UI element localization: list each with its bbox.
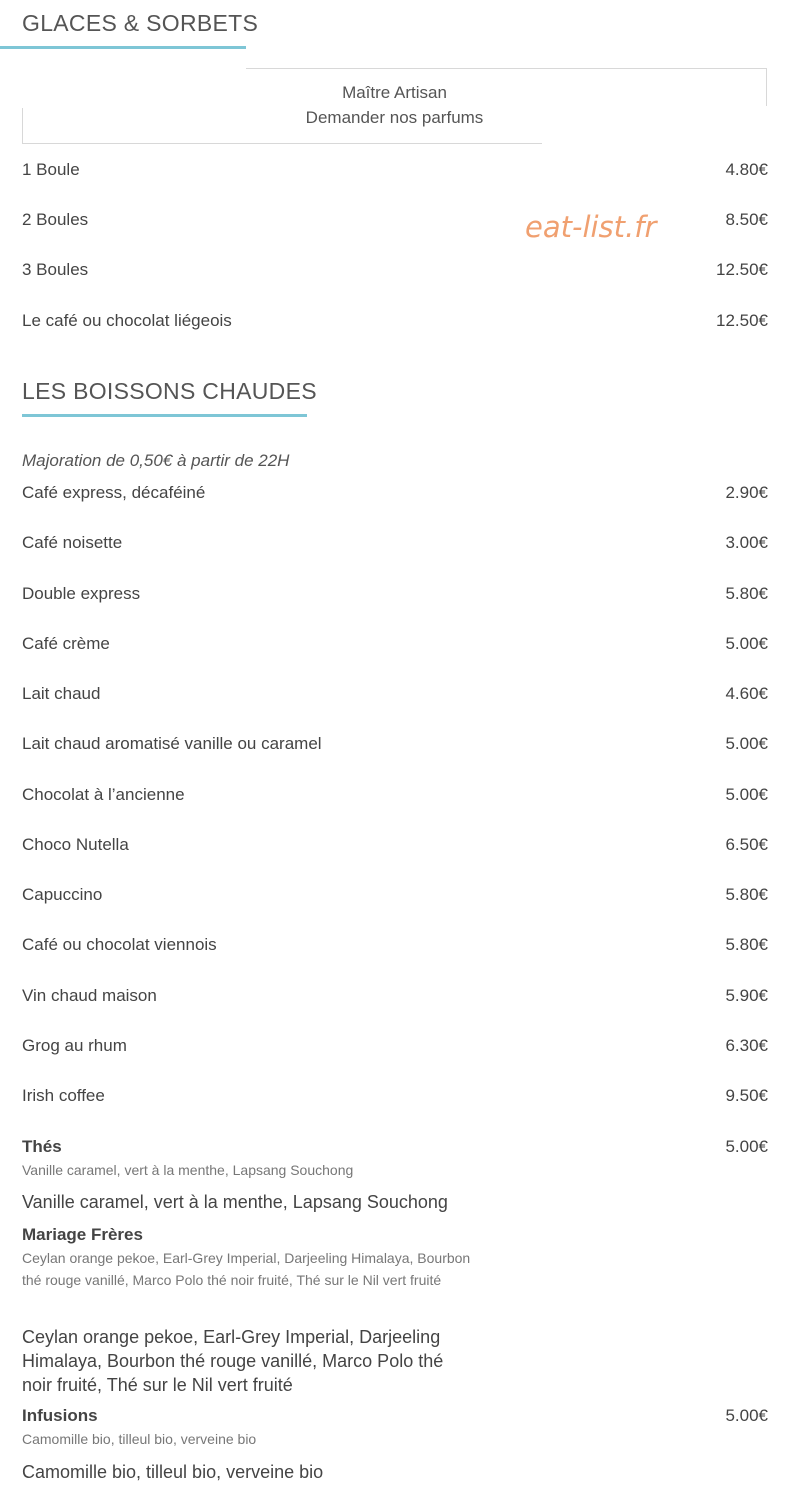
- artisan-label: Maître Artisan: [342, 83, 447, 102]
- menu-item: [22, 935, 768, 959]
- menu-item-price: 5.00€: [725, 734, 768, 753]
- menu-item-name: Infusions: [22, 1406, 98, 1425]
- menu-item-price: 5.90€: [725, 986, 768, 1005]
- infusions-description-small: Camomille bio, tilleul bio, verveine bio: [22, 1431, 257, 1447]
- menu-item-name: Le café ou chocolat liégeois: [22, 311, 232, 330]
- menu-item-name: Capuccino: [22, 885, 103, 904]
- menu-item: [22, 483, 768, 507]
- menu-item-price: 4.60€: [725, 684, 768, 703]
- menu-item: [22, 533, 768, 557]
- menu-item-infusions: [22, 1406, 768, 1430]
- menu-item: [22, 634, 768, 658]
- section-title-boissons: LES BOISSONS CHAUDES: [22, 378, 317, 404]
- infusions-description: Camomille bio, tilleul bio, verveine bio: [22, 1462, 324, 1482]
- menu-item: [22, 835, 768, 859]
- menu-item: [22, 684, 768, 708]
- menu-item-name: Choco Nutella: [22, 835, 129, 854]
- menu-item-price: 9.50€: [725, 1086, 768, 1105]
- menu-item: [22, 734, 768, 758]
- menu-item: [22, 1036, 768, 1060]
- thes-description: Vanille caramel, vert à la menthe, Lapsang Souchong: [22, 1192, 448, 1212]
- menu-item-price: 5.00€: [725, 1137, 768, 1156]
- menu-item-name: Café ou chocolat viennois: [22, 935, 217, 954]
- artisan-info-box: [22, 68, 767, 144]
- box-border-bottom: [22, 143, 542, 144]
- section-title-glaces: GLACES & SORBETS: [22, 10, 259, 36]
- menu-item-name: Lait chaud: [22, 684, 101, 703]
- menu-item: [22, 260, 768, 284]
- menu-item-name: Vin chaud maison: [22, 986, 157, 1005]
- menu-item-price: 5.00€: [725, 634, 768, 653]
- menu-item-name: Café noisette: [22, 533, 123, 552]
- menu-item-price: 6.50€: [725, 835, 768, 854]
- menu-item: [22, 986, 768, 1010]
- menu-item-name: Lait chaud aromatisé vanille ou caramel: [22, 734, 322, 753]
- menu-item-name: Chocolat à l’ancienne: [22, 785, 185, 804]
- menu-item-name: Double express: [22, 584, 141, 603]
- menu-item-price: 5.80€: [725, 885, 768, 904]
- surcharge-note: Majoration de 0,50€ à partir de 22H: [22, 451, 290, 470]
- menu-item-price: 12.50€: [716, 260, 768, 279]
- menu-item: [22, 785, 768, 809]
- box-border-top: [246, 68, 767, 69]
- mariage-description: Ceylan orange pekoe, Earl-Grey Imperial, Darjeeling Himalaya, Bourbon thé rouge vanillé, Marco Polo thé noir fruité, Thé sur le Nil vert fruité: [22, 1327, 444, 1395]
- menu-item-thes: [22, 1137, 768, 1161]
- ask-flavours-label: Demander nos parfums: [305, 108, 484, 127]
- menu-item: [22, 1086, 768, 1110]
- menu-item-name: 1 Boule: [22, 160, 80, 179]
- menu-item-price: 4.80€: [725, 160, 768, 179]
- section-underline-glaces: [0, 46, 246, 49]
- menu-item-name: 2 Boules: [22, 210, 89, 229]
- menu-item-price: 2.90€: [725, 483, 768, 502]
- menu-item-price: 3.00€: [725, 533, 768, 552]
- menu-item-name: Thés: [22, 1137, 62, 1156]
- menu-item-name: Mariage Frères: [22, 1225, 143, 1244]
- menu-item-price: 6.30€: [725, 1036, 768, 1055]
- menu-item: [22, 584, 768, 608]
- thes-description-small: Vanille caramel, vert à la menthe, Lapsang Souchong: [22, 1162, 354, 1178]
- watermark-logo: eat-list.fr: [525, 210, 657, 244]
- menu-item: [22, 885, 768, 909]
- section-underline-boissons: [22, 414, 307, 417]
- menu-item-name: Grog au rhum: [22, 1036, 127, 1055]
- menu-item-price: 5.80€: [725, 584, 768, 603]
- menu-item-name: Café express, décaféiné: [22, 483, 206, 502]
- menu-item-name: Café crème: [22, 634, 110, 653]
- mariage-description-small: Ceylan orange pekoe, Earl-Grey Imperial, Darjeeling Himalaya, Bourbon thé rouge vanillé, Marco Polo thé noir fruité, Thé sur le Nil vert fruité: [22, 1250, 471, 1288]
- menu-item-price: 8.50€: [725, 210, 768, 229]
- menu-item-price: 5.80€: [725, 935, 768, 954]
- menu-item-price: 5.00€: [725, 1406, 768, 1425]
- menu-item-name: 3 Boules: [22, 260, 89, 279]
- menu-item-price: 12.50€: [716, 311, 768, 330]
- menu-item-name: Irish coffee: [22, 1086, 105, 1105]
- menu-item: [22, 311, 768, 335]
- menu-item-price: 5.00€: [725, 785, 768, 804]
- menu-item: [22, 160, 768, 184]
- menu-item-mariage-freres: [22, 1225, 768, 1249]
